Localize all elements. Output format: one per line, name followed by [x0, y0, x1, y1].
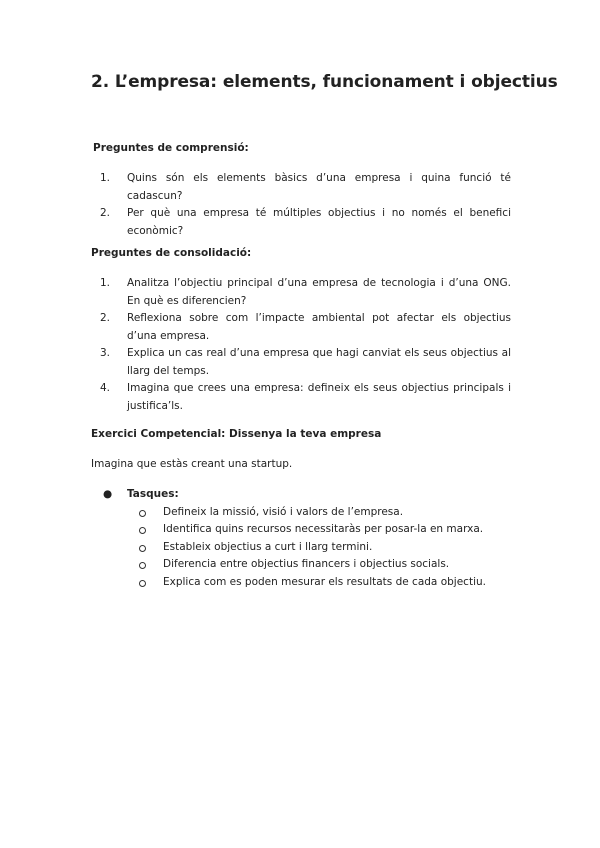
comprension-list [91, 170, 511, 240]
list-item-text: Reflexiona sobre com l’impacte ambiental pot afectar els objectius d’una empresa. [127, 312, 511, 342]
list-item [91, 380, 511, 415]
task-item [91, 539, 511, 557]
list-item [91, 275, 511, 310]
consolidacio-heading: Preguntes de consolidació: [91, 247, 252, 259]
exercici-intro: Imagina que estàs creant una startup. [91, 458, 293, 470]
hollow-bullet-icon [139, 545, 146, 552]
task-item [91, 504, 511, 522]
task-text: Explica com es poden mesurar els resultats de cada objectiu. [163, 575, 486, 588]
list-item-number: 3. [100, 347, 111, 359]
list-item-text: Imagina que crees una empresa: defineix els seus objectius principals i justifica’ls. [127, 382, 511, 412]
hollow-bullet-icon [139, 527, 146, 534]
list-item-number: 2. [100, 207, 111, 219]
list-item [91, 170, 511, 205]
task-item [91, 521, 511, 539]
list-item-text: Per què una empresa té múltiples objectius i no només el benefici econòmic? [127, 207, 511, 237]
consolidacio-list [91, 275, 511, 415]
list-item [91, 345, 511, 380]
list-item-number: 1. [100, 172, 111, 184]
list-item-text: Quins són els elements bàsics d’una empresa i quina funció té cadascun? [127, 172, 511, 202]
list-item-text: Analitza l’objectiu principal d’una empresa de tecnologia i d’una ONG. En què es diferencien? [127, 277, 511, 307]
tasks-bullet [91, 486, 511, 504]
list-item-number: 1. [100, 277, 111, 289]
task-item [91, 556, 511, 574]
list-item-text: Explica un cas real d’una empresa que hagi canviat els seus objectius al llarg del temps. [127, 347, 511, 377]
tasks-label: Tasques: [127, 488, 179, 500]
list-item-number: 2. [100, 312, 111, 324]
tasks-section [91, 486, 511, 591]
page-title: 2. L’empresa: elements, funcionament i objectius [91, 72, 558, 92]
task-item [91, 574, 511, 592]
list-item [91, 205, 511, 240]
bullet-icon: ● [103, 488, 113, 500]
task-text: Defineix la missió, visió i valors de l’empresa. [163, 505, 404, 518]
list-item-number: 4. [100, 382, 111, 394]
hollow-bullet-icon [139, 510, 146, 517]
hollow-bullet-icon [139, 580, 146, 587]
task-text: Diferencia entre objectius financers i objectius socials. [163, 558, 450, 570]
hollow-bullet-icon [139, 562, 146, 569]
exercici-heading: Exercici Competencial: Dissenya la teva empresa [91, 428, 382, 440]
task-text: Identifica quins recursos necessitaràs per posar-la en marxa. [163, 523, 484, 535]
task-text: Estableix objectius a curt i llarg termini. [163, 540, 373, 553]
comprension-heading: Preguntes de comprensió: [93, 142, 249, 154]
tasks-list [91, 504, 511, 592]
list-item [91, 310, 511, 345]
